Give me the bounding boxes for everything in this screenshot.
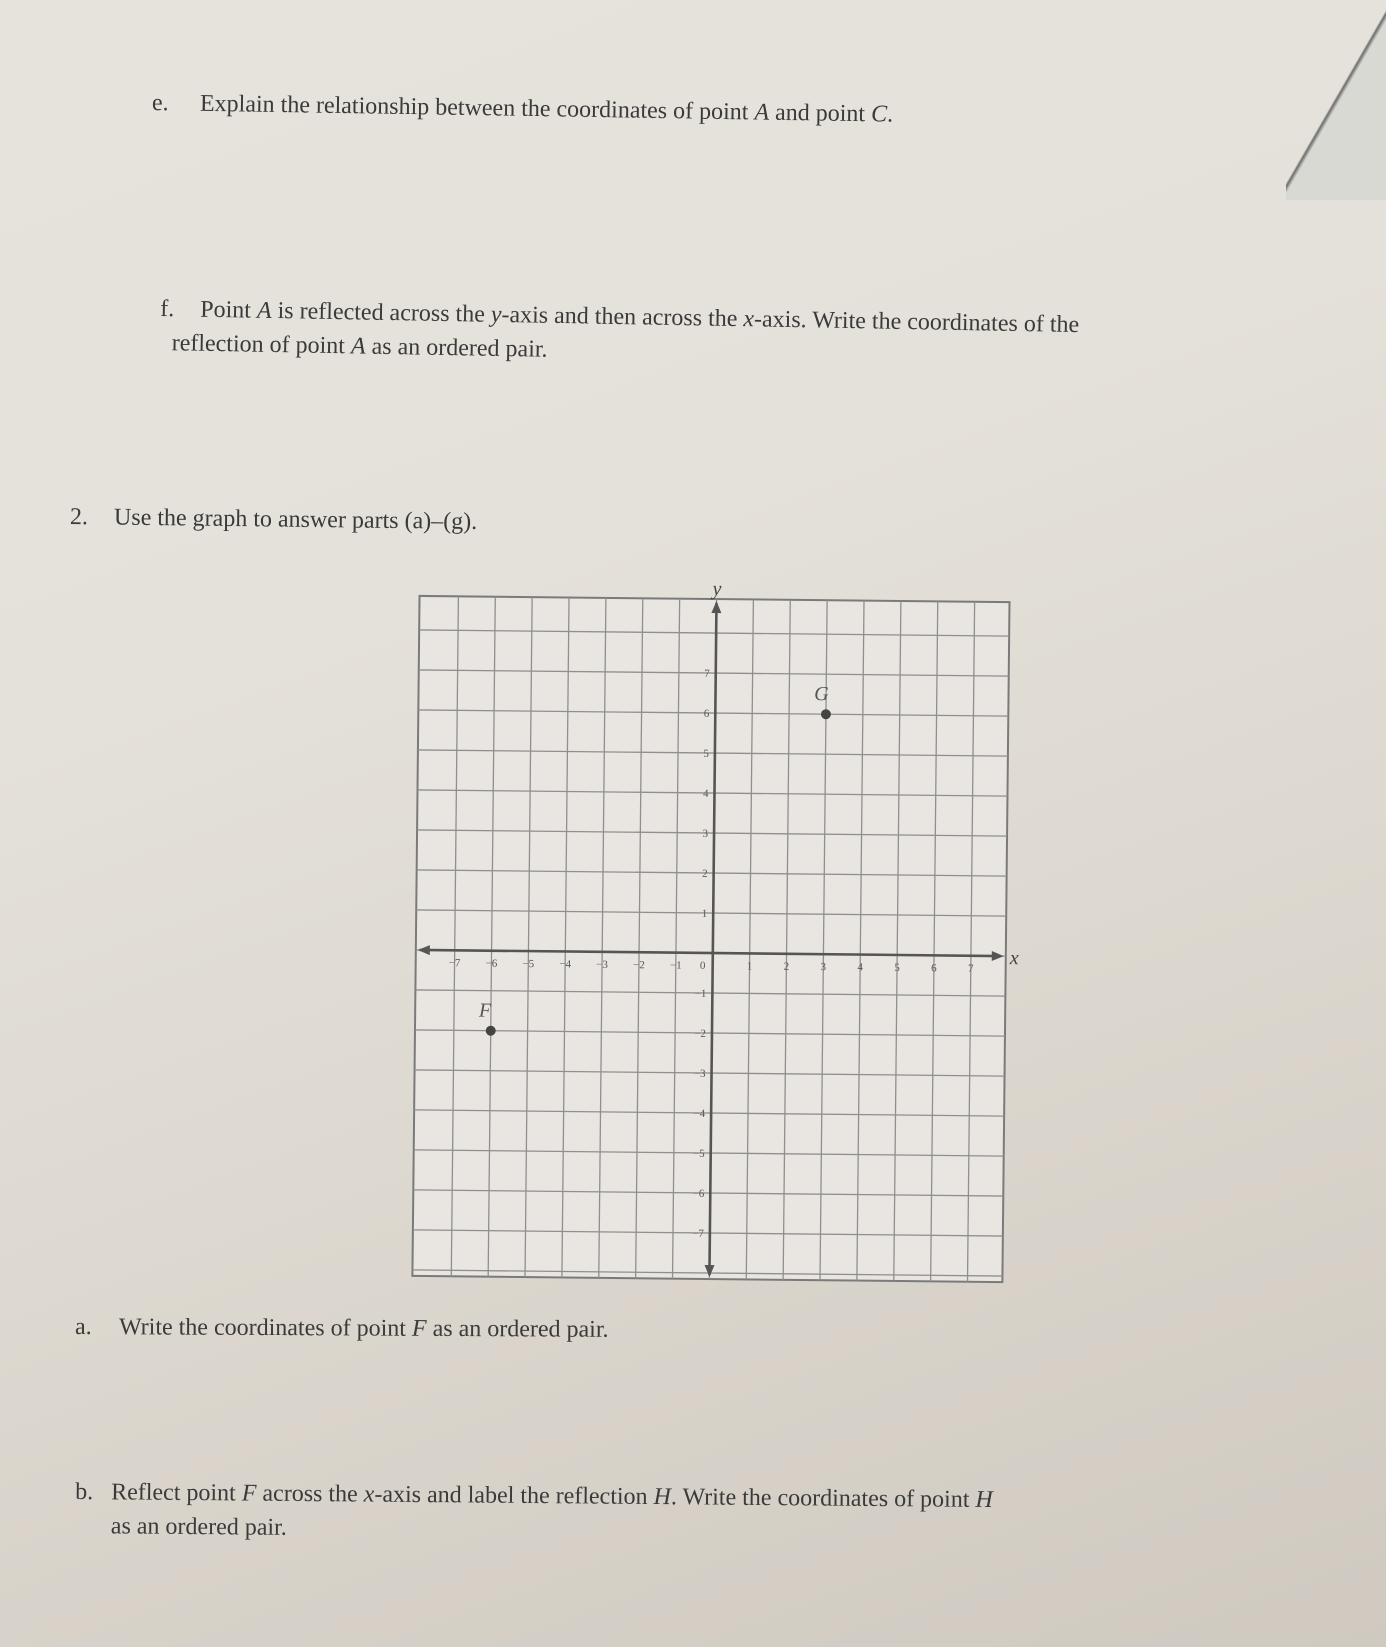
question-label: e. [151, 90, 169, 117]
question-text: -axis and label the reflection [374, 1481, 654, 1511]
x-tick-label: 5 [894, 961, 900, 974]
y-tick-label: 3 [702, 827, 709, 840]
x-axis-label: x [1009, 947, 1019, 970]
x-tick-label: −2 [633, 959, 645, 972]
question-label: a. [74, 1314, 92, 1341]
question-label: 2. [69, 504, 89, 531]
x-tick-label: 0 [699, 959, 706, 972]
question-text: . Write the coordinates of point [670, 1484, 976, 1513]
question-label: b. [75, 1479, 94, 1506]
var-a: A [350, 333, 366, 360]
y-tick-label: −5 [692, 1147, 705, 1160]
x-tick-label: −4 [559, 958, 572, 971]
question-text: and point [768, 99, 872, 128]
y-tick-label: −6 [692, 1187, 705, 1200]
question-text: Reflect point [111, 1479, 242, 1507]
x-tick-label: 2 [783, 960, 790, 973]
x-tick-label: 7 [967, 962, 974, 975]
coordinate-plane [396, 572, 1024, 1298]
x-tick-label: 4 [857, 961, 863, 974]
y-tick-label: 7 [704, 667, 710, 680]
var-a: A [754, 99, 770, 126]
question-b [75, 1475, 1296, 1554]
question-text: Write the coordinates of point [118, 1314, 413, 1342]
var-h: H [653, 1484, 672, 1511]
x-tick-label: 1 [746, 960, 753, 973]
y-tick-label: −7 [692, 1227, 704, 1240]
x-tick-label: 3 [820, 961, 827, 974]
question-text: -axis and then across the [501, 301, 744, 333]
var-c: C [870, 101, 888, 128]
y-tick-label: −1 [694, 987, 707, 1000]
question-text: . [886, 101, 894, 128]
var-a: A [256, 297, 272, 324]
var-f: F [241, 1480, 257, 1507]
question-label: f. [160, 296, 175, 323]
x-tick-label: 6 [931, 962, 937, 975]
var-f: F [411, 1315, 427, 1342]
question-text: as an ordered pair. [426, 1315, 609, 1343]
var-h: H [975, 1486, 993, 1514]
question-text: Point [200, 296, 258, 324]
question-f [159, 292, 1340, 381]
question-text: reflection of point [171, 330, 352, 360]
coordinate-grid-svg [396, 572, 1024, 1298]
y-tick-label: 1 [701, 907, 708, 920]
question-text: as an ordered pair. [110, 1513, 287, 1541]
y-axis-label: y [712, 578, 722, 601]
question-a [75, 1310, 609, 1347]
point-label: G [814, 683, 829, 706]
x-tick-label: −3 [596, 958, 608, 971]
y-tick-label: 4 [702, 787, 709, 800]
y-tick-label: −2 [694, 1027, 707, 1040]
question-text: across the [256, 1480, 364, 1508]
x-tick-label: −1 [669, 959, 682, 972]
y-tick-label: 2 [702, 867, 708, 880]
var-x: x [743, 306, 755, 333]
var-y: y [490, 301, 502, 328]
var-x: x [363, 1481, 375, 1508]
question-text: -axis. Write the coordinates of the [753, 306, 1080, 339]
question-text: Explain the relationship between the coordinates of point [199, 90, 755, 126]
y-tick-label: −4 [693, 1107, 706, 1120]
y-tick-label: 6 [703, 707, 710, 720]
x-tick-label: −6 [485, 957, 498, 970]
question-2 [70, 500, 478, 539]
y-tick-label: −3 [693, 1067, 706, 1080]
paper-edge [1286, 0, 1386, 200]
question-text: is reflected across the [271, 297, 492, 328]
question-text: as an ordered pair. [365, 333, 548, 363]
x-tick-label: −5 [522, 958, 535, 971]
question-text: Use the graph to answer parts (a)–(g). [113, 504, 478, 535]
x-tick-label: −7 [448, 957, 461, 970]
question-e [152, 86, 894, 132]
y-tick-label: 5 [703, 747, 709, 760]
point-label: F [478, 999, 492, 1022]
